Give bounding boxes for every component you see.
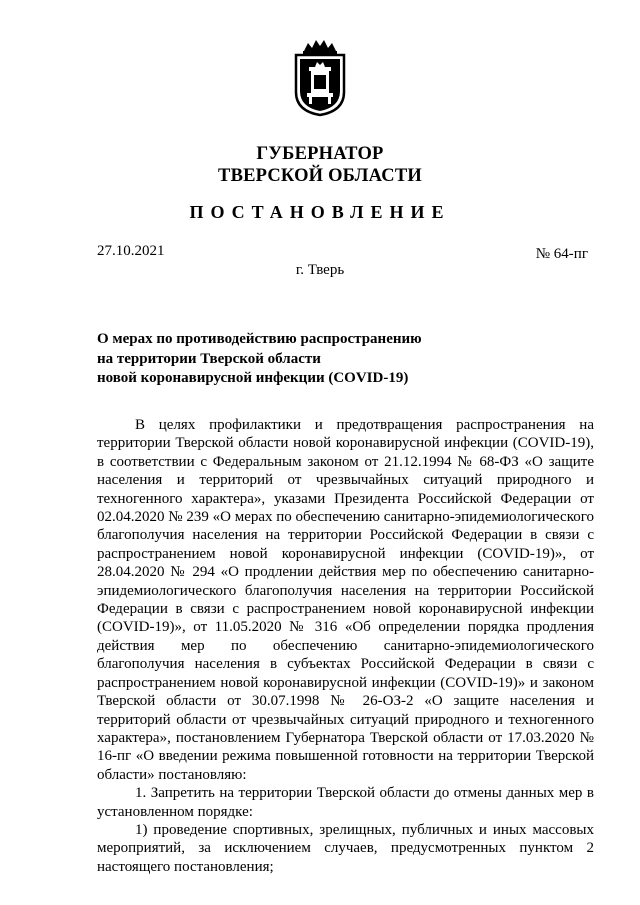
document-date: 27.10.2021 xyxy=(97,243,165,259)
authority-title-line2: ТВЕРСКОЙ ОБЛАСТИ xyxy=(218,166,422,186)
coat-of-arms-icon xyxy=(290,37,350,117)
document-body xyxy=(97,416,594,876)
preamble-paragraph: В целях профилактики и предотвращения распространения на территории Тверской области новой коронавирусной инфекции (COVID-19), в соответствии с Федеральным законом от 21.12.1994 № 68-ФЗ «О защите населения и территорий от чрезвычайных ситуаций природного и техногенного характера», указами Президента Российской Федерации от 02.04.2020 № 239 «О мерах по обеспечению санитарно-эпидемиологического благополучия населения на территории Российской Федерации в связи с распространением новой коронавирусной инфекции (COVID-19)», от 28.04.2020 № 294 «О продлении действия мер по обеспечению санитарно-эпидемиологического благополучия населения на территории Российской Федерации в связи с распространением новой коронавирусной инфекции (COVID-19)», от 11.05.2020 № 316 «Об определении порядка продления действия мер по обеспечению санитарно-эпидемиологического благополучия населения в субъектах Российской Федерации в связи с распространением новой коронавирусной инфекции (COVID-19)» и законом Тверской области от 30.07.1998 № 26-ОЗ-2 «О защите населения и территорий области от чрезвычайных ситуаций природного и техногенного характера», постановлением Губернатора Тверской области от 17.03.2020 № 16-пг «О введении режима повышенной готовности на территории Тверской области» постановляю: xyxy=(97,417,594,783)
subject-line: О мерах по противодействию распространению xyxy=(97,331,422,347)
document-number: № 64-пг xyxy=(535,246,588,262)
clause-1-subitem-1: 1) проведение спортивных, зрелищных, публичных и иных массовых мероприятий, за исключением случаев, предусмотренных пунктом 2 настоящего постановления; xyxy=(97,821,594,875)
subject-line: на территории Тверской области xyxy=(97,350,321,367)
document-type: ПОСТАНОВЛЕНИЕ xyxy=(189,202,451,222)
clause-1: 1. Запретить на территории Тверской области до отмены данных мер в установленном порядке: xyxy=(97,785,594,820)
document-city: г. Тверь xyxy=(295,262,345,278)
authority-title-line1: ГУБЕРНАТОР xyxy=(256,144,384,164)
subject-line: новой коронавирусной инфекции (COVID-19) xyxy=(97,370,409,386)
document-subject xyxy=(97,330,497,389)
